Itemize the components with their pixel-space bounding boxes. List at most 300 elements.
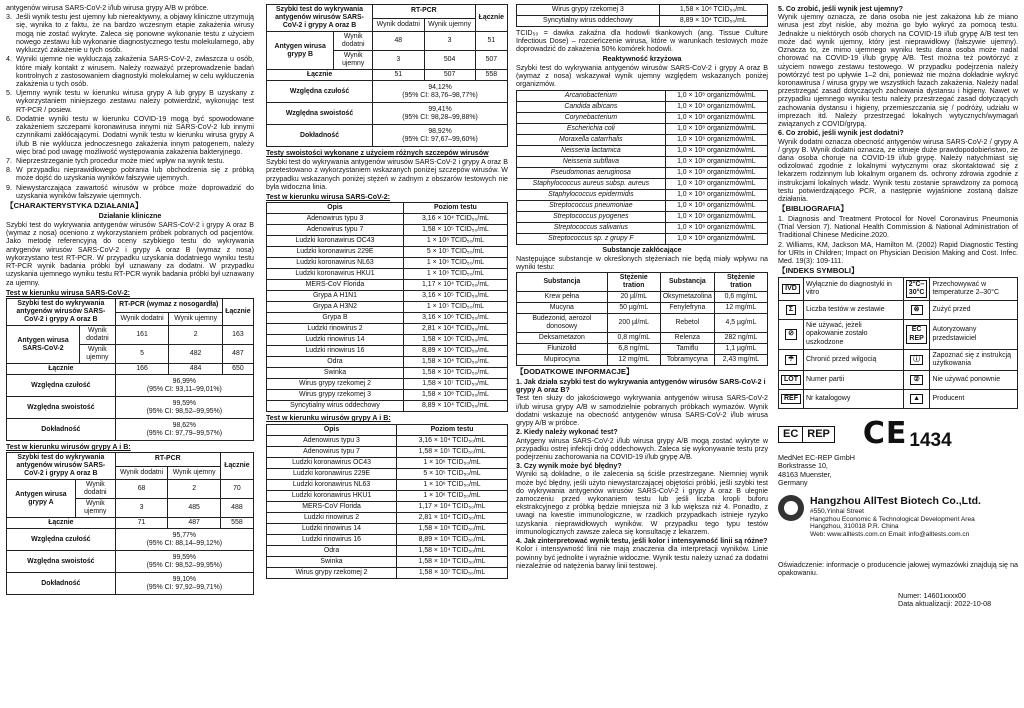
ec-rep-mark — [778, 426, 835, 443]
metric-label: Względna czułość — [7, 375, 116, 397]
table-cell: 1,0 × 10⁸ organizmów/mL — [665, 145, 767, 156]
table-cell: 1,58 × 10⁷ TCID₅₀/mL — [403, 379, 507, 390]
table-row — [517, 333, 768, 344]
symbol-icon — [903, 278, 930, 301]
table-cell: 488 — [220, 499, 253, 518]
table-row — [267, 490, 508, 501]
table-cell: Pseudomonas aeruginosa — [517, 167, 666, 178]
metric-row — [7, 551, 254, 573]
bibliography-entry: 2. Williams, KM, Jackson MA, Hamilton M. (2002) Rapid Diagnostic Testing for URIs in Children; Impact on Physician Decision Making and Cost. Infec. Med. 19(3): 109-111. — [778, 240, 1018, 266]
table-cell: Grypa A H3N2 — [267, 302, 404, 313]
table-cell: 68 — [115, 480, 168, 499]
table-cell: 1,58 × 10⁴ TCID₅₀/mL — [397, 556, 508, 567]
metric-label: Względna swoistość — [7, 551, 116, 573]
rep-address-2: 48163 Muenster, — [778, 469, 832, 479]
rep-name: MedNet EC-REP GmbH — [778, 453, 855, 463]
list-item — [6, 89, 254, 114]
table-cell: 1,58 × 10⁴ TCID₅₀/mL — [403, 357, 507, 368]
table-row — [267, 291, 508, 302]
table-cell: 484 — [169, 364, 222, 375]
symbol-row — [779, 301, 1018, 320]
table-cell: Relenza — [660, 333, 714, 344]
table-row — [517, 344, 768, 355]
table-cell: 1 × 10⁶ TCID₅₀/mL — [403, 236, 507, 247]
metric-percent: 99,41% — [428, 105, 452, 113]
table-cell: Staphylococcus epidermidis — [517, 189, 666, 200]
symbol-meaning: Nr katalogowy — [804, 389, 904, 408]
symbol-glyph: Σ — [786, 305, 796, 315]
table-cell: 6,8 ng/mL — [607, 344, 660, 355]
table-cell: 8,89 × 10⁴ TCID₅₀/mL — [659, 16, 767, 27]
table-cell: 507 — [475, 51, 507, 70]
table-cell: Ludzki rinowirus 14 — [267, 335, 404, 346]
metric-label: Dokładność — [7, 573, 116, 595]
table-cell: 1,0 × 10⁸ organizmów/mL — [665, 167, 767, 178]
table-cell: 3,16 × 10⁴ TCID₅₀/mL — [397, 435, 508, 446]
item-text: W przypadku nieprawidłowego pobrania lub obchodzenia się z próbką może dojść do uzyskania wyników fałszywie ujemnych. — [16, 166, 254, 183]
table-row — [267, 446, 508, 457]
table-cell: 0,8 mg/mL — [607, 333, 660, 344]
table-cell: Odra — [267, 357, 404, 368]
table-cell: Deksametazon — [517, 333, 608, 344]
metric-ci: (95% CI: 98,28–99,88%) — [402, 113, 478, 121]
table-row — [267, 379, 508, 390]
performance-table — [266, 4, 508, 147]
flu-specificity-heading: Test w kierunku wirusów grypy A i B: — [266, 414, 391, 423]
table-cell: 1,58 × 10⁸ TCID₅₀/mL — [403, 390, 507, 401]
bibliography-heading: 【BIBLIOGRAFIA】 — [778, 204, 849, 214]
metric-row — [267, 103, 508, 125]
table-cell: Ludzki rinowirus 2 — [267, 324, 404, 335]
interfering-table — [516, 272, 768, 366]
table-cell: Oksymetazolina — [660, 292, 714, 303]
ec-label: EC — [783, 428, 799, 441]
metric-row — [7, 529, 254, 551]
header-row — [267, 424, 508, 435]
item-text: Dodatnie wyniki testu w kierunku COVID-19 mogą być spowodowane zakażeniem szczepami koronawirusa innymi niż SARS-CoV-2 lub innymi czynnikami zakłócającymi. Dodatni wynik testu w kierunku wirusa grypy A i/lub B nie wyklucza jednoczesnego zakażenia innym patogenem, należy więc brać pod uwagę możliwość występowania zakażenia bakteryjnego. — [16, 114, 254, 156]
table-cell: Tamiflu — [660, 344, 714, 355]
metric-ci: (95% CI: 97,92–99,71%) — [146, 583, 223, 591]
column-header: Substancja — [517, 273, 608, 292]
table-row — [267, 523, 508, 534]
metric-label: Względna swoistość — [7, 397, 116, 419]
header-positive: Wynik dodatni — [373, 18, 425, 32]
table-cell: 161 — [115, 326, 169, 345]
interfering-heading: Substancje zakłócające — [602, 245, 682, 254]
symbol-icon — [903, 349, 930, 370]
rep-label: REP — [802, 427, 834, 442]
symbol-glyph: ▲ — [910, 394, 923, 404]
faq-question: 1. Jak działa szybki test do wykrywania antygenów wirusów SARS-CoV-2 i grypy A oraz B? — [516, 377, 766, 395]
table-row — [267, 302, 508, 313]
interfering-text: Następujące substancje w określonych stężeniach nie będą miały wpływu na wyniki testu: — [516, 254, 768, 271]
row-negative: Wynik ujemny — [80, 345, 116, 364]
table-row — [7, 364, 254, 375]
table-cell: Krew pełna — [517, 292, 608, 303]
table-cell: 282 ng/mL — [714, 333, 767, 344]
symbols-table — [778, 277, 1018, 409]
table-row — [267, 567, 508, 578]
symbol-glyph: IVD — [782, 284, 800, 294]
metric-percent: 96,99% — [172, 377, 197, 385]
table-cell: 12 mg/mL — [714, 303, 767, 314]
table-row — [267, 468, 508, 479]
table-cell: Ludzki rinowirus 16 — [267, 534, 397, 545]
column-1 — [6, 4, 254, 704]
row-total: Łącznie — [7, 518, 116, 529]
metric-percent: 95,77% — [172, 531, 197, 539]
item-text: Ujemny wynik testu w kierunku wirusa grypy A lub grypy B uzyskany z wykorzystaniem niniejszego zestawu należy potwierdzić, wykonując test RT-PCR / posiew. — [16, 89, 254, 114]
header-reference: RT-PCR (wymaz z nosogardła) — [115, 299, 222, 313]
table-cell: Adenowirus typu 7 — [267, 446, 397, 457]
symbol-icon — [903, 320, 930, 349]
table-cell: 485 — [168, 499, 220, 518]
table-cell: 3,16 × 10⁵ TCID₅₀/mL — [403, 291, 507, 302]
table-cell: 1,0 × 10⁸ organizmów/mL — [665, 222, 767, 233]
table-row — [267, 269, 508, 280]
tcid-note: TCID₅₀ = dawka zakaźna dla hodowli tkankowych (ang. Tissue Culture Infectious Dose) – rozcieńczenie wirusa, które w warunkach testowych może doprowadzić do zakażenia 50% komórek hodowli. — [516, 29, 768, 54]
row-positive: Wynik dodatni — [75, 480, 115, 499]
table-cell: 1,0 × 10⁸ organizmów/mL — [665, 189, 767, 200]
metric-ci: (95% CI: 97,79–99,57%) — [146, 429, 223, 437]
table-row — [267, 280, 508, 291]
symbol-glyph: ☂ — [785, 355, 797, 365]
table-cell: Escherichia coli — [517, 123, 666, 134]
symbol-row — [779, 320, 1018, 349]
symbol-meaning: Zapoznać się z instrukcją użytkowania — [930, 349, 1018, 370]
table-row — [517, 233, 768, 244]
table-cell: 1,0 × 10⁸ organizmów/mL — [665, 134, 767, 145]
faq-answer: Wynik ujemny oznacza, że dana osoba nie jest zakażona lub że miano wirusa jest zbyt niskie, aby można go było wykryć za pomocą testu. Jednakże u niektórych osób chorych na COVID-19 i/lub grypę A/B test ten może dać wynik ujemny, który jest nieprawidłowy (fałszywie ujemny). Oznacza to, że mimo ujemnego wyniku testu dana osoba może nadal chorować na COVID-19 i/lub grypę A/B. Test można też powtórzyć z użyciem nowego zestawu testowego. W przypadku podejrzenia należy powtórzyć test po upływie 1–2 dni, ponieważ nie można dokładnie wykryć koronawirusa / wirusa grypy we wszystkich fazach zakażenia. Należy nadal przestrzegać zasad dotyczących zachowania dystansu i higieny. Nawet w przypadku ujemnego wyniku testu należy przestrzegać zasad dotyczących zachowania dystansu i higieny, przemieszczania się / podróży, udziału w imprezach itd. Należy przestrzegać lokalnych wytycznych/wymagań związanych z COVID/grypą. — [778, 13, 1018, 129]
list-item — [6, 115, 254, 156]
table-cell: 2 — [169, 326, 222, 345]
list-item — [6, 55, 254, 88]
item-text: Nieprzestrzeganie tych procedur może mieć wpływ na wynik testu. — [16, 156, 225, 165]
item-text: Jeśli wynik testu jest ujemny lub niereaktywny, a objawy kliniczne utrzymują się, wynika to z faktu, że na bardzo wczesnym etapie zakażenia wirusy mogą nie zostać wykryte. Zaleca się ponowne wykonanie testu z użyciem nowego zestawu lub wykonanie diagnostycznego testu molekularnego, aby wykluczyć zakażenie u tych osób. — [16, 13, 254, 55]
table-cell: Tobramycyna — [660, 355, 714, 366]
authorized-rep — [778, 454, 1018, 487]
table-row — [267, 545, 508, 556]
table-cell: Streptococcus salivarius — [517, 222, 666, 233]
specificity-heading: Testy swoistości wykonane z użyciem różnych szczepów wirusów — [266, 149, 489, 157]
table-cell: Ludzki rinowirus 2 — [267, 512, 397, 523]
table-cell: 1,0 × 10⁸ organizmów/mL — [665, 101, 767, 112]
table-row — [267, 313, 508, 324]
table-cell: Neisseria subflava — [517, 156, 666, 167]
sars-performance-table — [6, 298, 254, 441]
table-row — [267, 324, 508, 335]
table-cell: 1 × 10⁶ TCID₅₀/mL — [397, 490, 508, 501]
table-row — [267, 479, 508, 490]
symbol-glyph: REF — [781, 394, 801, 404]
table-row — [517, 178, 768, 189]
symbol-meaning: Liczba testów w zestawie — [804, 301, 904, 320]
item-number: 9. — [6, 183, 12, 192]
header-test: Szybki test do wykrywania antygenów wirusów SARS-CoV-2 i grypy A oraz B — [7, 453, 116, 480]
metric-label: Względna swoistość — [267, 103, 373, 125]
table-row — [267, 247, 508, 258]
company-address-1: #550,Yinhai Street — [810, 507, 865, 515]
company-address-3: Hangzhou, 310018 P.R. China — [810, 523, 899, 531]
column-3 — [516, 4, 768, 704]
table-cell: 1 × 10⁶ TCID₅₀/mL — [397, 457, 508, 468]
table-cell: 1,0 × 10⁸ organizmów/mL — [665, 211, 767, 222]
table-cell: 1,17 × 10⁴ TCID₅₀/mL — [397, 501, 508, 512]
intro-text: antygenów wirusa SARS-CoV-2 i/lub wirusa grypy A/B w próbce. — [6, 4, 209, 12]
header-negative: Wynik ujemny — [168, 466, 220, 480]
header-reference: RT-PCR — [373, 5, 476, 19]
metric-percent: 98,62% — [172, 421, 197, 429]
table-cell: 71 — [115, 518, 168, 529]
symbols-heading: 【INDEKS SYMBOLI】 — [778, 266, 859, 276]
symbol-icon — [779, 389, 804, 408]
rep-address-1: Borkstrasse 10, — [778, 461, 828, 471]
table-row — [7, 518, 254, 529]
table-cell: Rebetol — [660, 314, 714, 333]
metric-value — [373, 81, 508, 103]
metric-row — [7, 573, 254, 595]
metric-row — [267, 125, 508, 147]
table-cell: 482 — [169, 345, 222, 364]
table-cell: 487 — [222, 345, 253, 364]
column-header: Stężenie tration — [607, 273, 660, 292]
column-header: Stężenie tration — [714, 273, 767, 292]
table-row — [517, 16, 768, 27]
table-cell: 12 mg/mL — [607, 355, 660, 366]
table-cell: Ludzki koronawirus 229E — [267, 468, 397, 479]
header-test: Szybki test do wykrywania antygenów wirusów SARS-CoV-2 i grypy A oraz B — [267, 5, 373, 32]
table-cell: 3 — [373, 51, 425, 70]
table-cell: Ludzki rinowirus 14 — [267, 523, 397, 534]
continued-specificity-table — [516, 4, 768, 27]
table-cell: Streptococcus pneumoniae — [517, 200, 666, 211]
row-negative: Wynik ujemny — [334, 51, 373, 70]
table-cell: Wirus grypy rzekomej 3 — [517, 5, 660, 16]
table-cell: Syncytialny wirus oddechowy — [517, 16, 660, 27]
item-number: 4. — [6, 55, 12, 64]
symbol-glyph: LOT — [781, 375, 801, 385]
table-cell: 2,81 × 10⁴ TCID₅₀/mL — [403, 324, 507, 335]
table-cell: 51 — [475, 32, 507, 51]
table-row — [517, 123, 768, 134]
metric-value — [373, 125, 508, 147]
table-cell: Ludzki koronawirus NL63 — [267, 258, 404, 269]
performance-heading: 【CHARAKTERYSTYKA DZIAŁANIA】 — [6, 201, 143, 211]
symbol-meaning: Producent — [930, 389, 1018, 408]
table-row — [267, 70, 508, 81]
metric-ci: (95% CI: 93,11–99,01%) — [146, 385, 222, 393]
row-antigen: Antygen wirusa SARS-CoV-2 — [7, 326, 80, 364]
table-cell: 20 µl/mL — [607, 292, 660, 303]
metric-value — [115, 397, 253, 419]
performance-table — [6, 452, 254, 595]
table-cell: 1,58 × 10⁵ TCID₅₀/mL — [403, 225, 507, 236]
table-row — [517, 156, 768, 167]
table-cell: Mucyna — [517, 303, 608, 314]
table-cell: 5 — [115, 345, 169, 364]
list-item — [6, 166, 254, 182]
table-row — [7, 326, 254, 345]
item-text: Wyniki ujemne nie wykluczają zakażenia SARS-CoV-2, zwłaszcza u osób, które miały kontakt z wirusem. Należy rozważyć przeprowadzenie badań kontrolnych z zastosowaniem diagnostyki molekularnej w celu wykluczenia zakażenia u tych osób. — [16, 55, 254, 88]
item-text: Niewystarczająca zawartość wirusów w próbce może doprowadzić do uzyskania wyników fałszywie ujemnych. — [16, 183, 254, 200]
metric-value — [115, 573, 253, 595]
row-negative: Wynik ujemny — [75, 499, 115, 518]
table-row — [517, 355, 768, 366]
table-cell: 4,5 µg/mL — [714, 314, 767, 333]
company-address-2: Hangzhou Economic & Technological Development Area — [810, 515, 975, 523]
symbol-meaning: Zużyć przed — [930, 301, 1018, 320]
metric-percent: 99,59% — [172, 399, 197, 407]
table-cell: 1,58 × 10⁴ TCID₅₀/mL — [397, 545, 508, 556]
metric-row — [7, 397, 254, 419]
column-header: Substancja — [660, 273, 714, 292]
header-positive: Wynik dodatni — [115, 312, 169, 326]
table-cell: Corynebacterium — [517, 112, 666, 123]
table-cell: 5 × 10⁵ TCID₅₀/mL — [397, 468, 508, 479]
table-row — [267, 501, 508, 512]
table-cell: 8,89 × 10⁶ TCID₅₀/mL — [403, 346, 507, 357]
clinical-heading: Działanie kliniczne — [98, 211, 162, 220]
faq-list-continued — [778, 5, 1018, 203]
header-row — [267, 5, 508, 19]
table-row — [267, 368, 508, 379]
metric-row — [267, 81, 508, 103]
header-negative: Wynik ujemny — [424, 18, 475, 32]
metric-ci: (95% CI: 97,67–99,60%) — [402, 135, 478, 143]
faq-answer: Test ten służy do jakościowego wykrywania antygenów wirusa SARS-CoV-2 i/lub wirusa grypy A/B w samodzielnie pobranych próbkach wymazów. Wynik dodatni wskazuje na obecność antygenów wirusa SARS-CoV-2 i/lub wirusa grypy A/B w próbce. — [516, 394, 768, 428]
ce-symbol: CE — [862, 415, 908, 451]
cross-reactivity-table — [516, 90, 768, 245]
table-cell: Grypa A H1N1 — [267, 291, 404, 302]
specificity-text: Szybki test do wykrywania antygenów wirusów SARS-CoV-2 i grypy A oraz B przetestowano z wykorzystaniem wskazanych poniżej szczepów wirusów. W przypadku wskazanych poniżej stężeń w żadnym z obszarów testowych nie była widoczna linia. — [266, 158, 508, 191]
header-positive: Wynik dodatni — [115, 466, 168, 480]
metric-label: Dokładność — [267, 125, 373, 147]
table-row — [517, 101, 768, 112]
row-antigen: Antygen wirusa grypy A — [7, 480, 76, 518]
row-positive: Wynik dodatni — [80, 326, 116, 345]
symbol-icon — [779, 370, 804, 389]
table-cell: Streptococcus sp. z grupy F — [517, 233, 666, 244]
table-cell: Wirus grypy rzekomej 2 — [267, 379, 404, 390]
table-row — [267, 512, 508, 523]
symbol-icon — [779, 301, 804, 320]
swab-declaration: Oświadczenie: informacje o producencie jałowej wymazówki znajdują się na opakowaniu. — [778, 561, 1018, 578]
list-item — [6, 184, 254, 200]
table-cell: Streptococcus pyogenes — [517, 211, 666, 222]
header-row — [7, 299, 254, 313]
header-test: Szybki test do wykrywania antygenów wirusów SARS-CoV-2 i grypy A oraz B — [7, 299, 116, 326]
faq-question: 6. Co zrobić, jeśli wynik jest dodatni? — [778, 129, 904, 138]
header-total: Łącznie — [475, 5, 507, 32]
table-cell: 163 — [222, 326, 253, 345]
table-cell: 487 — [168, 518, 220, 529]
table-cell: 650 — [222, 364, 253, 375]
symbol-icon — [779, 320, 804, 349]
table-cell: 8,89 × 10⁴ TCID₅₀/mL — [403, 401, 507, 412]
table-cell: 504 — [424, 51, 475, 70]
table-cell: 1,58 × 10⁴ TCID₅₀/mL — [403, 368, 507, 379]
symbol-row — [779, 278, 1018, 301]
rep-country: Germany — [778, 478, 808, 488]
table-cell: Ludzki rinowirus 16 — [267, 346, 404, 357]
item-number: 3. — [6, 13, 12, 22]
symbol-glyph: ⓘ — [910, 355, 923, 365]
metric-label: Względna czułość — [267, 81, 373, 103]
row-total: Łącznie — [7, 364, 116, 375]
table-row — [267, 435, 508, 446]
table-cell: 1,58 × 10⁶ TCID₅₀/mL — [397, 523, 508, 534]
table-cell: 1 × 10⁶ TCID₅₀/mL — [403, 269, 507, 280]
table-row — [517, 200, 768, 211]
manufacturer-block — [778, 495, 1018, 539]
table-cell: Ludzki koronawirus HKU1 — [267, 269, 404, 280]
table-cell: Świnka — [267, 368, 404, 379]
metric-label: Względna czułość — [7, 529, 116, 551]
symbol-icon — [779, 278, 804, 301]
item-number: 5. — [6, 89, 12, 98]
table-cell: Ludzki koronawirus 229E — [267, 247, 404, 258]
flu-b-performance-table — [266, 4, 508, 147]
table-cell: 1,0 × 10⁸ organizmów/mL — [665, 156, 767, 167]
table-row — [267, 258, 508, 269]
table-cell: 3 — [424, 32, 475, 51]
table-cell: 1,0 × 10⁸ organizmów/mL — [665, 112, 767, 123]
sars-specificity-heading: Test w kierunku wirusa SARS-CoV-2: — [266, 193, 391, 202]
table-row — [267, 236, 508, 247]
clinical-text: Szybki test do wykrywania antygenów wirusów SARS-CoV-2 i grypy A oraz B (wymaz z nosa) oceniono z wykorzystaniem próbek pobranych od pacjentów. Jako metodę referencyjną do oceny szybkiego testu do wykrywania antygenów wirusów SARS-CoV-2 i grypy A oraz B (wymaz z nosa) wykorzystano test RT-PCR. W przypadku uzyskania dodatniego wyniku testu RT-PCR wynik badania próbki był uznawany za dodatni. W przypadku uzyskania ujemnego wyniku testu RT-PCR wynik badania próbki był uznawany za ujemny. — [6, 221, 254, 287]
table-cell: Adenowirus typu 7 — [267, 225, 404, 236]
table-cell: Adenowirus typu 3 — [267, 435, 397, 446]
flu-a-performance-table — [6, 452, 254, 595]
metric-row — [7, 375, 254, 397]
metric-value — [115, 529, 253, 551]
table-row — [517, 90, 768, 101]
table-row — [517, 222, 768, 233]
table-cell: Syncytialny wirus oddechowy — [267, 401, 404, 412]
table-row — [267, 214, 508, 225]
symbol-meaning: Przechowywać w temperaturze 2–30°C — [930, 278, 1018, 301]
table-cell: 558 — [220, 518, 253, 529]
symbol-glyph: EC REP — [906, 325, 928, 343]
table-row — [267, 32, 508, 51]
table-row — [517, 145, 768, 156]
metric-value — [115, 551, 253, 573]
table-cell: Moraxella catarrhalis — [517, 134, 666, 145]
table-row — [517, 314, 768, 333]
symbol-meaning: Nie używać, jeżeli opakowanie zostało uszkodzone — [804, 320, 904, 349]
header-total: Łącznie — [220, 453, 253, 480]
symbol-meaning: Wyłącznie do diagnostyki in vitro — [804, 278, 904, 301]
metric-percent: 94,12% — [428, 83, 452, 91]
table-cell: 2 — [168, 480, 220, 499]
table-row — [267, 401, 508, 412]
table-cell: 1 × 10⁶ TCID₅₀/mL — [397, 479, 508, 490]
table-cell: Arcanobacterium — [517, 90, 666, 101]
table-cell: Ludzki koronawirus HKU1 — [267, 490, 397, 501]
table-row — [517, 134, 768, 145]
table-cell: 1,1 µg/mL — [714, 344, 767, 355]
table-row — [517, 292, 768, 303]
column-header: Poziom testu — [397, 424, 508, 435]
table-cell: Ludzki koronawirus OC43 — [267, 236, 404, 247]
cross-reactivity-text: Szybki test do wykrywania antygenów wirusów SARS-CoV-2 i grypy A oraz B (wymaz z nosa) wskazywał wynik ujemny względem wskazanych poniżej organizmów. — [516, 63, 768, 89]
metric-row — [7, 419, 254, 441]
table-row — [517, 112, 768, 123]
list-item — [6, 157, 254, 165]
metric-ci: (95% CI: 98,52–99,95%) — [146, 407, 223, 415]
table-cell: 1,0 × 10⁸ organizmów/mL — [665, 123, 767, 134]
item-number: 7. — [6, 156, 12, 165]
